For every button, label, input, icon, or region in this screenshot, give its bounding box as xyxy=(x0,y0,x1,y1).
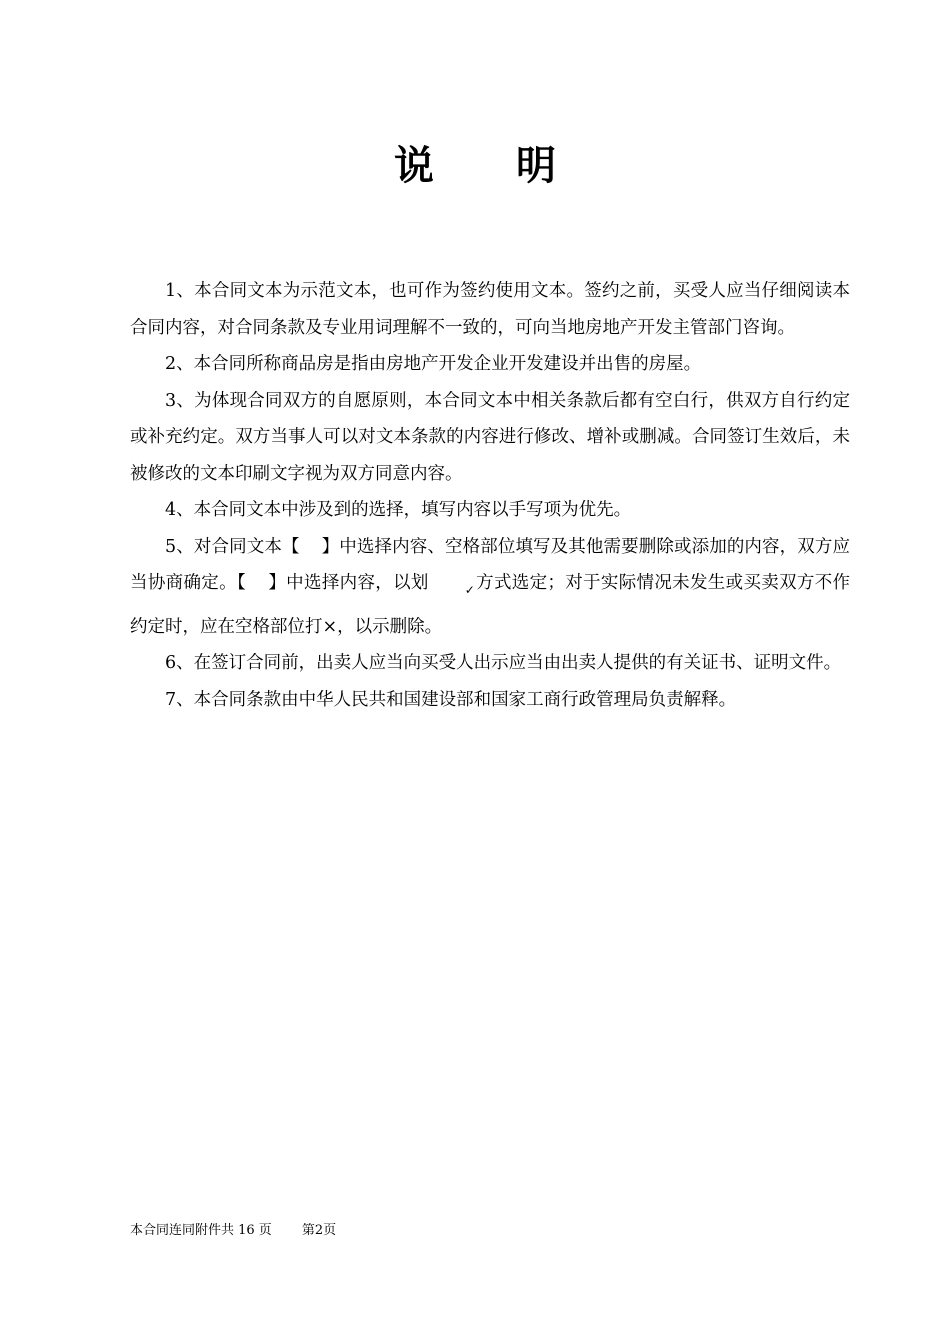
title-char-2: 明 xyxy=(516,142,556,189)
close-bracket: 】 xyxy=(321,536,340,557)
instructions-body xyxy=(130,273,850,718)
paragraph-4: 4、本合同文本中涉及到的选择，填写内容以手写项为优先。 xyxy=(165,500,632,520)
paragraph-1: 1、本合同文本为示范文本，也可作为签约使用文本。签约之前，买受人应当仔细阅读本合同内容，对合同条款及专业用词理解不一致的，可向当地房地产开发主管部门咨询。 xyxy=(130,281,850,338)
open-bracket-2: 【 xyxy=(236,573,247,593)
title-char-1: 说 xyxy=(394,142,434,189)
paragraph-6: 6、在签订合同前，出卖人应当向买受人出示应当由出卖人提供的有关证书、证明文件。 xyxy=(165,653,842,673)
page-footer xyxy=(130,1220,336,1242)
paragraph-5-part-2: 中选择内容、空格部位填写及其他需要删除或添加的内容，双方应当协商确定。 xyxy=(130,536,851,593)
paragraph-7: 7、本合同条款由中华人民共和国建设部和国家工商行政管理局负责解释。 xyxy=(165,689,737,710)
paragraph-5-part-4: 方式选定；对于实际情况未发生或买卖双方不作约定时，应在空格部位打×，以示删除。 xyxy=(130,573,851,637)
paragraph-3: 3、为体现合同双方的自愿原则，本合同文本中相关条款后都有空白行，供双方自行约定或补充约定。双方当事人可以对文本条款的内容进行修改、增补或删减。合同签订生效后，未被修改的文本印刷文字视为双方同意内容。 xyxy=(130,390,850,484)
open-bracket: 【 xyxy=(281,536,300,557)
total-pages-note: 本合同连同附件共 16 页 xyxy=(130,1223,272,1238)
paragraph-5 xyxy=(130,529,850,646)
paragraph-2: 2、本合同所称商品房是指由房地产开发企业开发建设并出售的房屋。 xyxy=(165,354,702,374)
paragraph-5-part-1: 5、对合同文本 xyxy=(165,536,282,557)
page-number: 第2页 xyxy=(301,1223,337,1238)
page-title xyxy=(0,138,950,194)
checkmark-icon: ✓ xyxy=(464,583,475,597)
close-bracket-2: 】 xyxy=(268,573,287,593)
paragraph-5-part-3: 中选择内容，以划 xyxy=(286,573,429,593)
